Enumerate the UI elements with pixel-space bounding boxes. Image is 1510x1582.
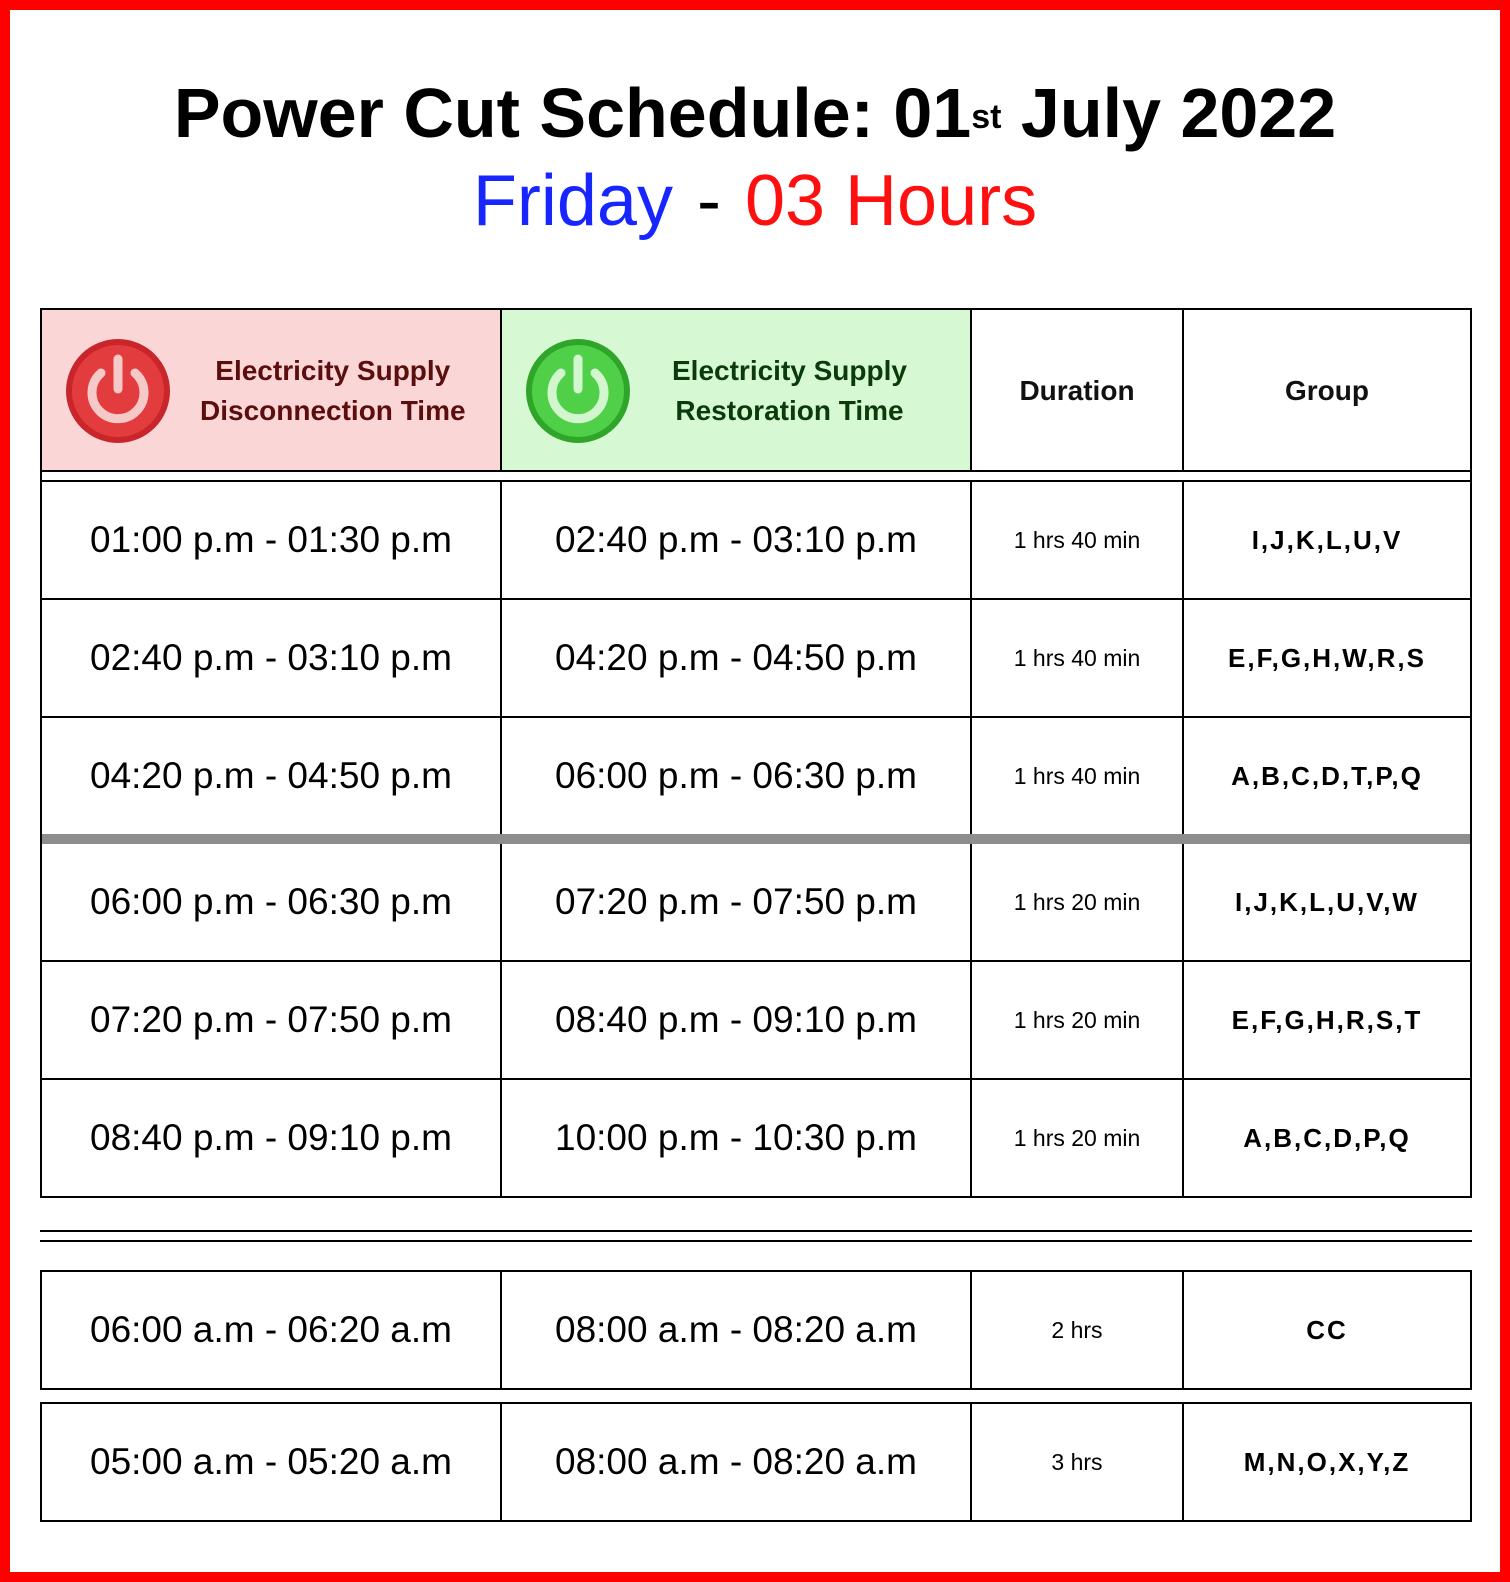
group-value: I,J,K,L,U,V,W [1235,886,1419,917]
header-group: Group [1285,375,1369,406]
header-disconnection [42,310,502,472]
restoration-time: 06:00 p.m - 06:30 p.m [555,755,917,796]
header-restoration-line1: Electricity Supply [672,355,907,386]
duration-value: 1 hrs 40 min [1013,644,1141,671]
group-value: A,B,C,D,T,P,Q [1231,760,1423,791]
power-on-icon [524,337,632,445]
disconnection-time: 07:20 p.m - 07:50 p.m [90,999,452,1040]
day-label: Friday [472,161,673,241]
restoration-time: 08:00 a.m - 08:20 a.m [555,1441,917,1482]
table-row [42,716,1470,834]
group-value: E,F,G,H,W,R,S [1228,642,1426,673]
restoration-time: 10:00 p.m - 10:30 p.m [555,1117,917,1158]
extra-table-2 [40,1402,1472,1522]
header-duration: Duration [972,310,1184,472]
extra-table-1 [40,1270,1472,1390]
duration-value: 1 hrs 20 min [1013,1124,1141,1151]
duration-value: 1 hrs 40 min [1013,526,1141,553]
table-row [42,1078,1470,1196]
group-value: M,N,O,X,Y,Z [1243,1446,1411,1477]
table-header [42,310,1470,472]
schedule-table [40,308,1472,1198]
restoration-time: 08:40 p.m - 09:10 p.m [555,999,917,1040]
header-disconnection-line1: Electricity Supply [215,355,451,386]
restoration-time: 02:40 p.m - 03:10 p.m [555,519,917,560]
duration-value: 3 hrs [1051,1448,1103,1475]
section-divider-top [40,1230,1472,1232]
group-value: I,J,K,L,U,V [1251,524,1403,555]
table-row [42,1272,1470,1388]
disconnection-time: 04:20 p.m - 04:50 p.m [90,755,452,796]
subtitle-separator: - [696,161,721,241]
page-title: Power Cut Schedule: 01st July 2022 [173,74,1337,152]
disconnection-time: 06:00 p.m - 06:30 p.m [90,881,452,922]
disconnection-time: 06:00 a.m - 06:20 a.m [90,1309,452,1350]
section-divider-bottom [40,1240,1472,1242]
restoration-time: 04:20 p.m - 04:50 p.m [555,637,917,678]
table-row [42,480,1470,598]
disconnection-time: 02:40 p.m - 03:10 p.m [90,637,452,678]
group-value: CC [1306,1314,1348,1345]
table-row [42,1404,1470,1520]
table-row [42,960,1470,1078]
group-value: E,F,G,H,R,S,T [1231,1004,1423,1035]
restoration-time: 07:20 p.m - 07:50 p.m [555,881,917,922]
disconnection-time: 01:00 p.m - 01:30 p.m [90,519,452,560]
header-divider [42,470,1470,472]
duration-value: 1 hrs 40 min [1013,762,1141,789]
power-off-icon [64,337,172,445]
table-row [42,598,1470,716]
duration-value: 1 hrs 20 min [1013,888,1141,915]
group-value: A,B,C,D,P,Q [1243,1122,1411,1153]
hours-label: 03 Hours [744,161,1038,241]
duration-value: 1 hrs 20 min [1013,1006,1141,1033]
disconnection-time: 05:00 a.m - 05:20 a.m [90,1441,452,1482]
disconnection-time: 08:40 p.m - 09:10 p.m [90,1117,452,1158]
restoration-time: 08:00 a.m - 08:20 a.m [555,1309,917,1350]
page-subtitle [0,158,1510,244]
header-restoration [502,310,972,472]
header-restoration-line2: Restoration Time [675,395,904,426]
table-row [42,834,1470,960]
header-disconnection-line2: Disconnection Time [200,395,466,426]
duration-value: 2 hrs [1051,1316,1103,1343]
